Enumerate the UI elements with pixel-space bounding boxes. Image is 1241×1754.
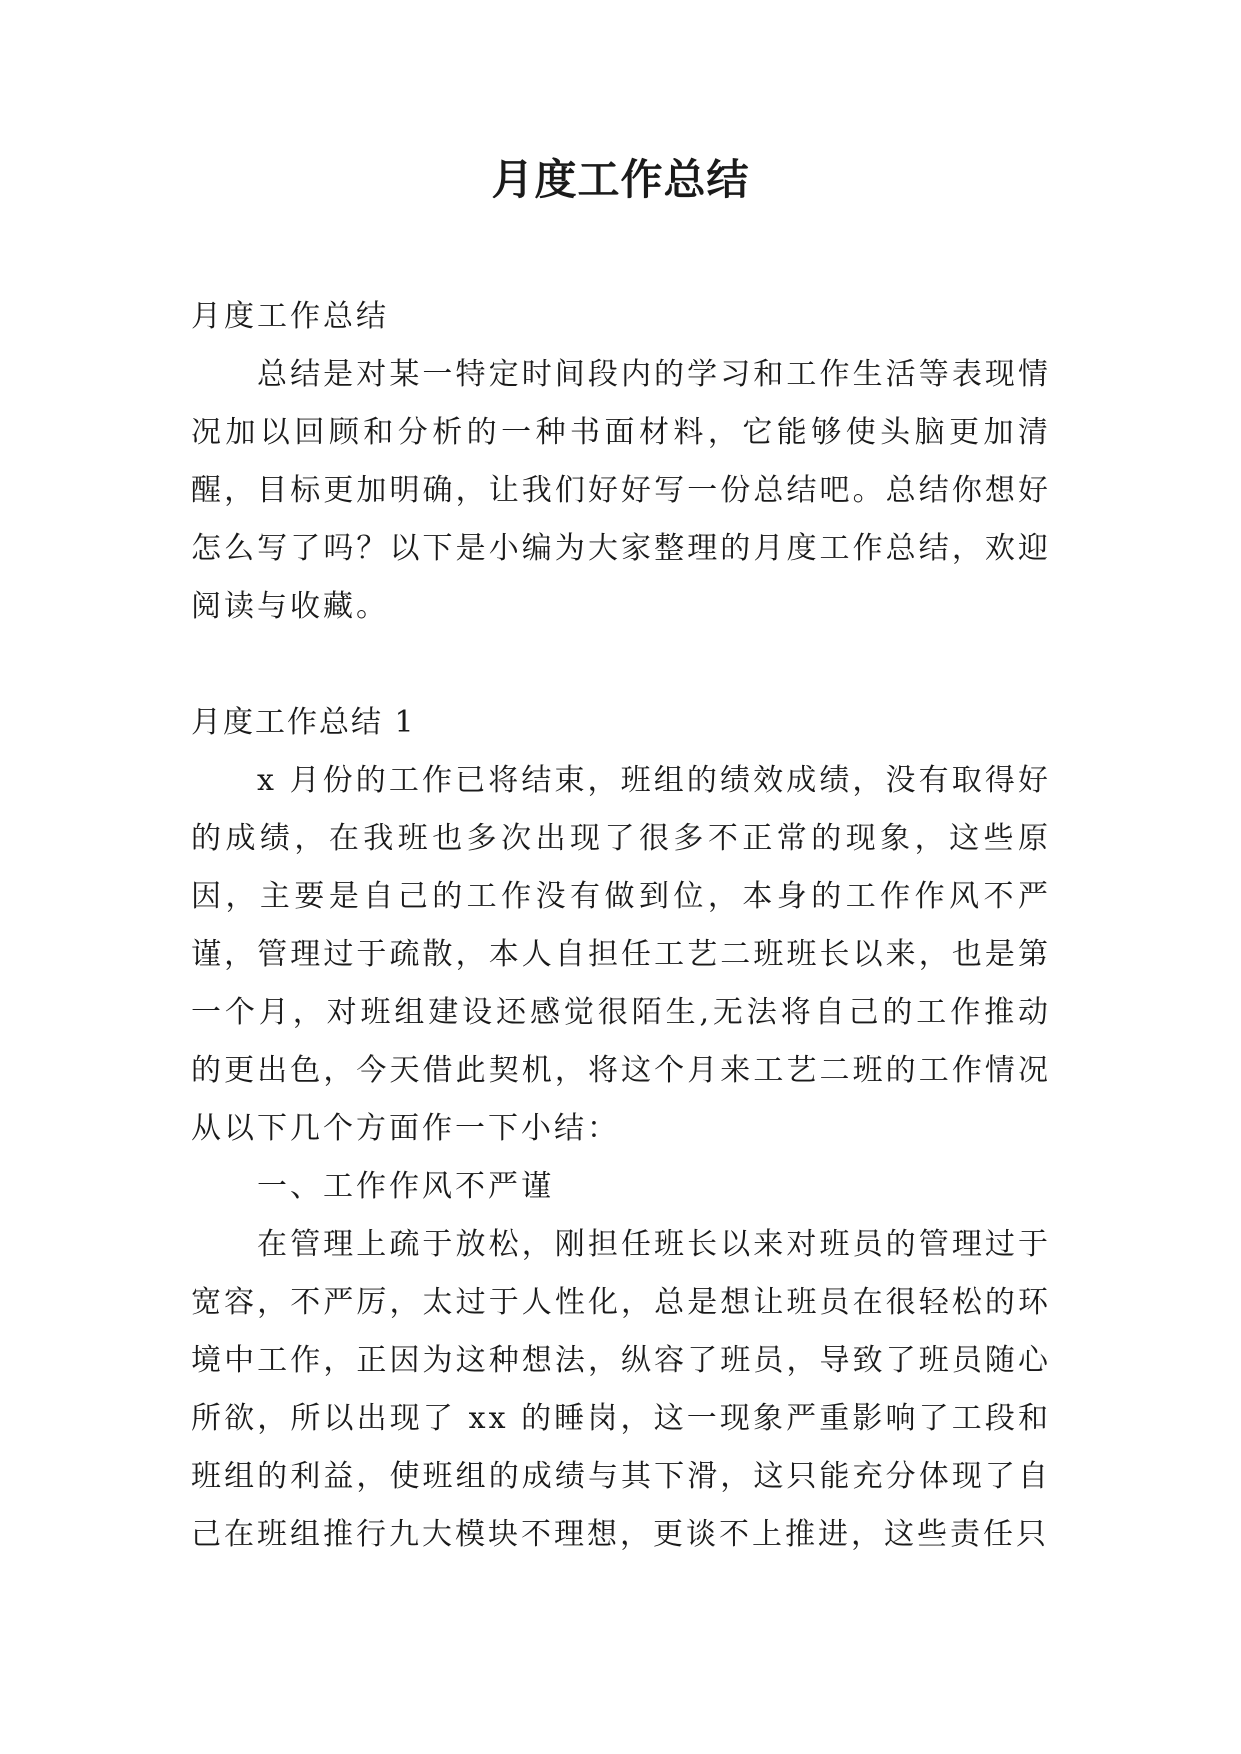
section-paragraph: x 月份的工作已将结束，班组的绩效成绩，没有取得好的成绩，在我班也多次出现了很多不正常的现象，这些原因，主要是自己的工作没有做到位，本身的工作作风不严谨，管理过于疏散，本人自担任工艺二班班长以来，也是第一个月，对班组建设还感觉很陌生,无法将自己的工作推动的更出色，今天借此契机，将这个月来工艺二班的工作情况从以下几个方面作一下小结： — [191, 763, 1051, 1146]
subheading-paragraph: 在管理上疏于放松，刚担任班长以来对班员的管理过于宽容，不严厉，太过于人性化，总是想让班员在很轻松的环境中工作，正因为这种想法，纵容了班员，导致了班员随心所欲，所以出现了 xx 的睡岗，这一现象严重影响了工段和班组的利益，使班组的成绩与其下滑，这只能充分体现了自己在班组推行九大模块不理想，更谈不上推进，这些责任只 — [191, 1227, 1051, 1552]
section-spacer — [191, 636, 1051, 694]
section-heading: 月度工作总结 1 — [191, 705, 416, 740]
intro-heading: 月度工作总结 — [191, 299, 389, 334]
document-body — [191, 288, 1051, 1564]
document-title: 月度工作总结 — [491, 155, 750, 204]
intro-paragraph: 总结是对某一特定时间段内的学习和工作生活等表现情况加以回顾和分析的一种书面材料，它能够使头脑更加清醒，目标更加明确，让我们好好写一份总结吧。总结你想好怎么写了吗？以下是小编为大家整理的月度工作总结，欢迎阅读与收藏。 — [191, 357, 1051, 624]
subheading: 一、工作作风不严谨 — [257, 1169, 554, 1204]
